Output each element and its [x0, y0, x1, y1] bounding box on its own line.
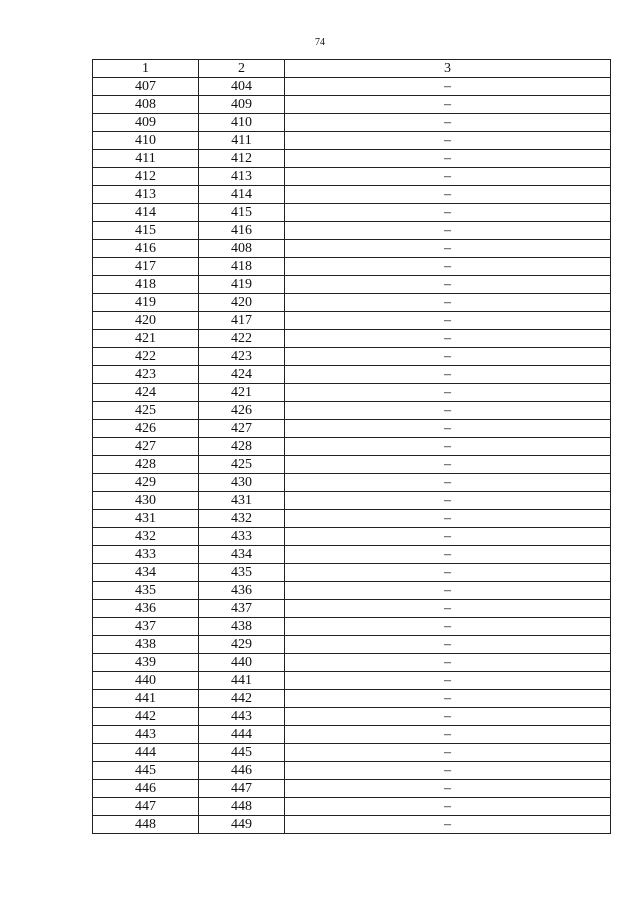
table-cell-col-1: 431 [93, 510, 199, 528]
table-cell-col-1: 411 [93, 150, 199, 168]
table-cell-col-2: 432 [199, 510, 285, 528]
table-row [93, 492, 611, 510]
table-row [93, 672, 611, 690]
table-cell-col-3: – [285, 204, 611, 222]
table-row [93, 312, 611, 330]
table-cell-col-2: 442 [199, 690, 285, 708]
table-cell-col-2: 431 [199, 492, 285, 510]
table-row [93, 330, 611, 348]
table-row [93, 402, 611, 420]
table-cell-col-2: 436 [199, 582, 285, 600]
table-cell-col-3: – [285, 402, 611, 420]
table-cell-col-2: 415 [199, 204, 285, 222]
table-row [93, 510, 611, 528]
table-cell-col-2: 419 [199, 276, 285, 294]
table-cell-col-2: 447 [199, 780, 285, 798]
table-cell-col-3: – [285, 528, 611, 546]
table-cell-col-2: 414 [199, 186, 285, 204]
table-cell-col-3: – [285, 348, 611, 366]
table-row [93, 690, 611, 708]
table-row [93, 708, 611, 726]
table-cell-col-2: 411 [199, 132, 285, 150]
column-header-3: 3 [285, 60, 611, 78]
table-cell-col-1: 447 [93, 798, 199, 816]
table-cell-col-1: 426 [93, 420, 199, 438]
table-row [93, 654, 611, 672]
table-row [93, 546, 611, 564]
table-cell-col-2: 424 [199, 366, 285, 384]
table-row [93, 564, 611, 582]
table-cell-col-1: 421 [93, 330, 199, 348]
table-cell-col-1: 448 [93, 816, 199, 834]
table-row [93, 528, 611, 546]
table-cell-col-3: – [285, 456, 611, 474]
table-cell-col-3: – [285, 762, 611, 780]
table-row [93, 726, 611, 744]
table-row [93, 114, 611, 132]
table-row [93, 78, 611, 96]
table-cell-col-1: 439 [93, 654, 199, 672]
table-cell-col-2: 404 [199, 78, 285, 96]
table-cell-col-1: 417 [93, 258, 199, 276]
table-cell-col-3: – [285, 816, 611, 834]
table-cell-col-3: – [285, 618, 611, 636]
table-cell-col-1: 438 [93, 636, 199, 654]
table-cell-col-3: – [285, 276, 611, 294]
table-cell-col-1: 444 [93, 744, 199, 762]
table-cell-col-3: – [285, 222, 611, 240]
table-cell-col-1: 412 [93, 168, 199, 186]
table-cell-col-3: – [285, 564, 611, 582]
table-cell-col-1: 427 [93, 438, 199, 456]
table-row [93, 222, 611, 240]
table-cell-col-2: 446 [199, 762, 285, 780]
data-table [92, 59, 611, 834]
table-row [93, 294, 611, 312]
column-header-2: 2 [199, 60, 285, 78]
table-cell-col-1: 432 [93, 528, 199, 546]
table-cell-col-1: 409 [93, 114, 199, 132]
table-cell-col-3: – [285, 240, 611, 258]
table-cell-col-3: – [285, 330, 611, 348]
table-cell-col-3: – [285, 114, 611, 132]
table-cell-col-2: 409 [199, 96, 285, 114]
table-row [93, 600, 611, 618]
table-cell-col-2: 421 [199, 384, 285, 402]
table-row [93, 474, 611, 492]
table-cell-col-2: 429 [199, 636, 285, 654]
table-cell-col-1: 425 [93, 402, 199, 420]
table-cell-col-1: 440 [93, 672, 199, 690]
table-row [93, 582, 611, 600]
table-cell-col-3: – [285, 600, 611, 618]
table-cell-col-2: 410 [199, 114, 285, 132]
table-cell-col-1: 433 [93, 546, 199, 564]
table-cell-col-3: – [285, 420, 611, 438]
table-row [93, 186, 611, 204]
table-row [93, 762, 611, 780]
table-cell-col-3: – [285, 186, 611, 204]
table-cell-col-2: 428 [199, 438, 285, 456]
table-row [93, 780, 611, 798]
table-row [93, 420, 611, 438]
table-cell-col-1: 446 [93, 780, 199, 798]
table-cell-col-3: – [285, 636, 611, 654]
table-cell-col-1: 416 [93, 240, 199, 258]
table-cell-col-1: 434 [93, 564, 199, 582]
table-cell-col-2: 435 [199, 564, 285, 582]
table-cell-col-1: 418 [93, 276, 199, 294]
table-row [93, 132, 611, 150]
table-cell-col-1: 419 [93, 294, 199, 312]
table-cell-col-3: – [285, 312, 611, 330]
table-cell-col-3: – [285, 492, 611, 510]
table-cell-col-1: 442 [93, 708, 199, 726]
table-cell-col-1: 436 [93, 600, 199, 618]
table-cell-col-2: 433 [199, 528, 285, 546]
table-cell-col-1: 445 [93, 762, 199, 780]
table-cell-col-2: 426 [199, 402, 285, 420]
table-cell-col-1: 430 [93, 492, 199, 510]
table-cell-col-2: 413 [199, 168, 285, 186]
table-cell-col-1: 420 [93, 312, 199, 330]
table-cell-col-3: – [285, 744, 611, 762]
table-cell-col-3: – [285, 726, 611, 744]
table-cell-col-3: – [285, 438, 611, 456]
table-cell-col-1: 443 [93, 726, 199, 744]
table-cell-col-3: – [285, 168, 611, 186]
table-row [93, 636, 611, 654]
table-cell-col-2: 418 [199, 258, 285, 276]
table-cell-col-3: – [285, 96, 611, 114]
table-cell-col-3: – [285, 366, 611, 384]
table-cell-col-2: 440 [199, 654, 285, 672]
table-cell-col-2: 445 [199, 744, 285, 762]
table-cell-col-1: 415 [93, 222, 199, 240]
table-cell-col-1: 428 [93, 456, 199, 474]
table-row [93, 366, 611, 384]
table-cell-col-3: – [285, 78, 611, 96]
table-cell-col-3: – [285, 690, 611, 708]
table-cell-col-2: 412 [199, 150, 285, 168]
table-row [93, 438, 611, 456]
table-cell-col-1: 437 [93, 618, 199, 636]
page-number: 74 [315, 37, 325, 48]
table-cell-col-2: 408 [199, 240, 285, 258]
table-row [93, 798, 611, 816]
table-cell-col-2: 416 [199, 222, 285, 240]
table-cell-col-1: 429 [93, 474, 199, 492]
table-row [93, 276, 611, 294]
table-cell-col-1: 407 [93, 78, 199, 96]
table-cell-col-2: 423 [199, 348, 285, 366]
table-row [93, 816, 611, 834]
table-cell-col-3: – [285, 546, 611, 564]
table-cell-col-2: 425 [199, 456, 285, 474]
table-cell-col-3: – [285, 582, 611, 600]
table-cell-col-2: 417 [199, 312, 285, 330]
table-cell-col-3: – [285, 384, 611, 402]
table-cell-col-1: 435 [93, 582, 199, 600]
table-row [93, 744, 611, 762]
table-cell-col-3: – [285, 150, 611, 168]
table-header-row [93, 60, 611, 78]
table-cell-col-3: – [285, 780, 611, 798]
table-cell-col-1: 424 [93, 384, 199, 402]
table-row [93, 618, 611, 636]
table-cell-col-2: 420 [199, 294, 285, 312]
table-row [93, 240, 611, 258]
table-cell-col-3: – [285, 294, 611, 312]
table-cell-col-2: 437 [199, 600, 285, 618]
table-cell-col-3: – [285, 474, 611, 492]
table-cell-col-2: 443 [199, 708, 285, 726]
table-cell-col-1: 441 [93, 690, 199, 708]
table-cell-col-1: 414 [93, 204, 199, 222]
table-cell-col-2: 422 [199, 330, 285, 348]
table-cell-col-1: 408 [93, 96, 199, 114]
table-cell-col-1: 413 [93, 186, 199, 204]
table-row [93, 384, 611, 402]
table-cell-col-2: 441 [199, 672, 285, 690]
table-cell-col-3: – [285, 798, 611, 816]
table-cell-col-2: 444 [199, 726, 285, 744]
table-cell-col-3: – [285, 510, 611, 528]
table-cell-col-1: 423 [93, 366, 199, 384]
table-cell-col-2: 430 [199, 474, 285, 492]
table-row [93, 168, 611, 186]
table-cell-col-3: – [285, 258, 611, 276]
table-row [93, 204, 611, 222]
table-row [93, 348, 611, 366]
table-row [93, 150, 611, 168]
table-row [93, 96, 611, 114]
table-cell-col-1: 422 [93, 348, 199, 366]
table-row [93, 258, 611, 276]
table-cell-col-1: 410 [93, 132, 199, 150]
table-cell-col-2: 434 [199, 546, 285, 564]
table-cell-col-3: – [285, 132, 611, 150]
table-cell-col-3: – [285, 708, 611, 726]
table-body [93, 78, 611, 834]
table-cell-col-3: – [285, 654, 611, 672]
table-row [93, 456, 611, 474]
table-cell-col-3: – [285, 672, 611, 690]
column-header-1: 1 [93, 60, 199, 78]
table-cell-col-2: 438 [199, 618, 285, 636]
table-cell-col-2: 449 [199, 816, 285, 834]
table-cell-col-2: 427 [199, 420, 285, 438]
table-cell-col-2: 448 [199, 798, 285, 816]
